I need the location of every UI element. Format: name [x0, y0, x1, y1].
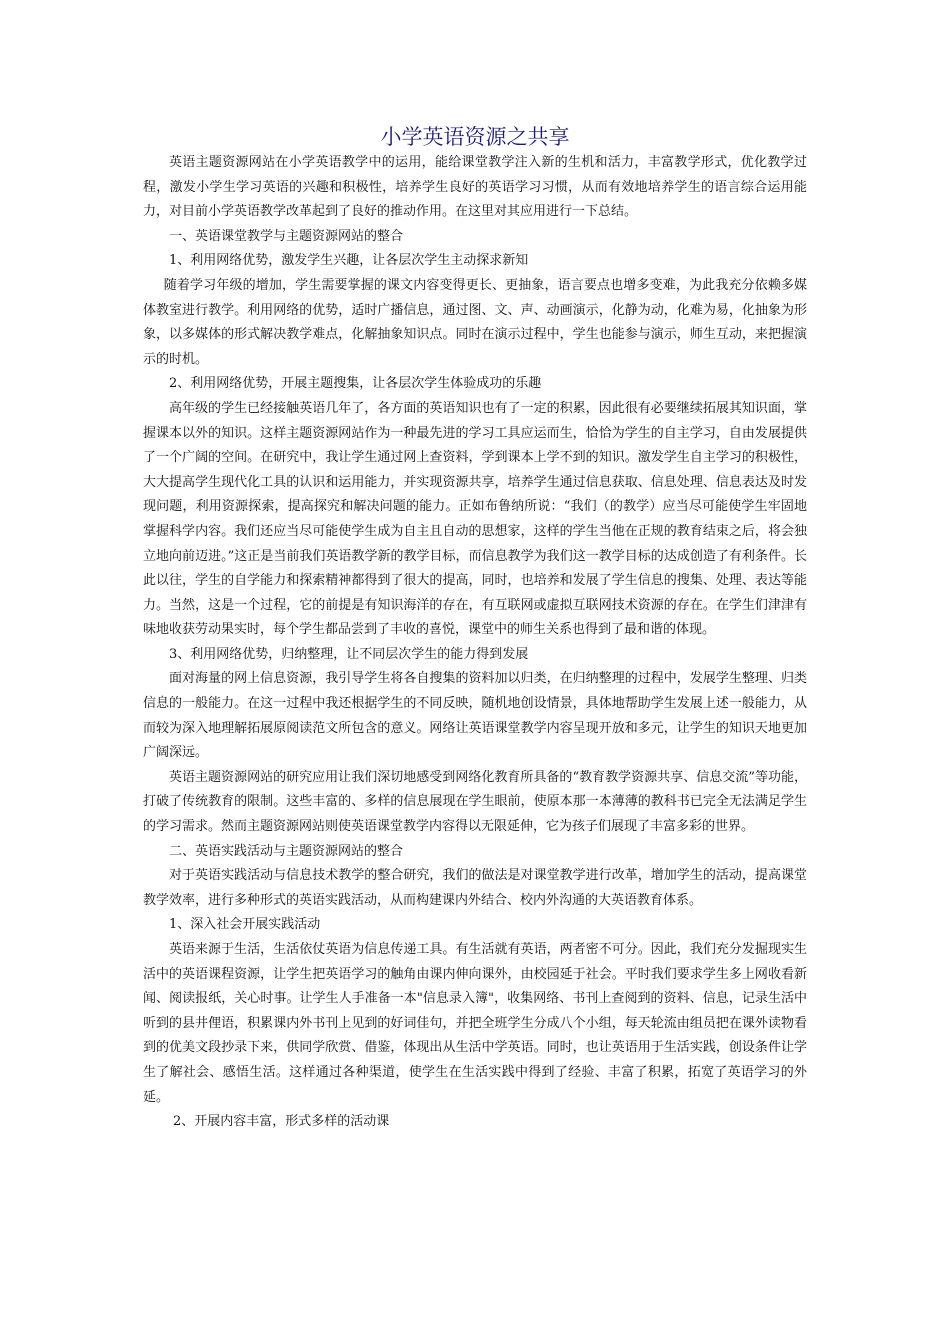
subsection-heading-1-3: 3、利用网络优势，归纳整理，让不同层次学生的能力得到发展 — [169, 646, 529, 662]
document-title: 小学英语资源之共享 — [380, 125, 570, 149]
section-heading-1: 一、英语课堂教学与主题资源网站的整合 — [169, 228, 404, 244]
document-body — [143, 151, 807, 1135]
subsection-heading-1-2: 2、利用网络优势，开展主题搜集，让各层次学生体验成功的乐趣 — [169, 376, 542, 392]
section-heading-2: 二、英语实践活动与主题资源网站的整合 — [169, 843, 404, 859]
body-paragraph: 对于英语实践活动与信息技术教学的整合研究，我们的做法是对课堂教学进行改革，增加学生的活动，提高课堂教学效率，进行多种形式的英语实践活动，从而构建课内外结合、校内外沟通的大英语教育体系。 — [143, 868, 807, 908]
body-paragraph: 随着学习年级的增加，学生需要掌握的课文内容变得更长、更抽象，语言要点也增多变难，为此我充分依赖多媒体教室进行教学。利用网络的优势，适时广播信息，通过图、文、声、动画演示，化静为动，化难为易，化抽象为形象，以多媒体的形式解决教学难点，化解抽象知识点。同时在演示过程中，学生也能参与演示，师生互动，来把握演示的时机。 — [143, 277, 807, 367]
body-paragraph: 高年级的学生已经接触英语几年了，各方面的英语知识也有了一定的积累，因此很有必要继续拓展其知识面，掌握课本以外的知识。这样主题资源网站作为一种最先进的学习工具应运而生，恰恰为学生的自主学习，自由发展提供了一个广阔的空间。在研究中，我让学生通过网上查资料，学到课本上学不到的知识。激发学生自主学习的积极性，大大提高学生现代化工具的认识和运用能力，并实现资源共享，培养学生通过信息获取、信息处理、信息表达及时发现问题，利用资源探索，提高探究和解决问题的能力。正如布鲁纳所说：“我们（的教学）应当尽可能使学生牢固地掌握科学内容。我们还应当尽可能使学生成为自主且自动的思想家，这样的学生当他在正规的教育结束之后，将会独立地向前迈进。”这正是当前我们英语教学新的教学目标，而信息教学为我们这一教学目标的达成创造了有利条件。长此以往，学生的自学能力和探索精神都得到了很大的提高，同时，也培养和发展了学生信息的搜集、处理、表达等能力。当然，这是一个过程，它的前提是有知识海洋的存在，有互联网或虚拟互联网技术资源的存在。在学生们津津有味地收获劳动果实时，每个学生都品尝到了丰收的喜悦，课堂中的师生关系也得到了最和谐的体现。 — [143, 400, 807, 638]
intro-paragraph: 英语主题资源网站在小学英语教学中的运用，能给课堂教学注入新的生机和活力，丰富教学形式，优化教学过程，激发小学生学习英语的兴趣和积极性，培养学生良好的英语学习习惯，从而有效地培养学生的语言综合运用能力，对目前小学英语教学改革起到了良好的推动作用。在这里对其应用进行一下总结。 — [143, 155, 807, 220]
body-paragraph: 面对海量的网上信息资源，我引导学生将各自搜集的资料加以归类，在归纳整理的过程中，发展学生整理、归类信息的一般能力。在这一过程中我还根据学生的不同反映，随机地创设情景，具体地帮助学生发展上述一般能力，从而较为深入地理解拓展原阅读范文所包含的意义。网络让英语课堂教学内容呈现开放和多元，让学生的知识天地更加广阔深远。 — [143, 671, 807, 761]
body-paragraph: 英语来源于生活，生活依仗英语为信息传递工具。有生活就有英语，两者密不可分。因此，我们充分发掘现实生活中的英语课程资源，让学生把英语学习的触角由课内伸向课外，由校园延于社会。平时我们要求学生多上网收看新闻、阅读报纸，关心时事。让学生人手准备一本"信息录入簿"，收集网络、书刊上查阅到的资料、信息，记录生活中听到的县井俚语，积累课内外书刊上见到的好词佳句，并把全班学生分成八个小组，每天轮流由组员把在课外读物看到的优美文段抄录下来，供同学欣赏、借鉴，体现出从生活中学英语。同时，也让英语用于生活实践，创设条件让学生了解社会、感悟生活。这样通过各种渠道，使学生在生活实践中得到了经验、丰富了积累，拓宽了英语学习的外延。 — [143, 942, 807, 1105]
subsection-heading-1-1: 1、利用网络优势，激发学生兴趣，让各层次学生主动探求新知 — [169, 253, 529, 269]
subsection-heading-2-1: 1、深入社会开展实践活动 — [169, 917, 321, 933]
body-paragraph: 英语主题资源网站的研究应用让我们深切地感受到网络化教育所具备的“教育教学资源共享、信息交流”等功能，打破了传统教育的限制。这些丰富的、多样的信息展现在学生眼前，使原本那一本薄薄的教科书已完全无法满足学生的学习需求。然而主题资源网站则使英语课堂教学内容得以无限延伸，它为孩子们展现了丰富多彩的世界。 — [143, 769, 807, 835]
subsection-heading-2-2: 2、开展内容丰富，形式多样的活动课 — [173, 1114, 390, 1130]
